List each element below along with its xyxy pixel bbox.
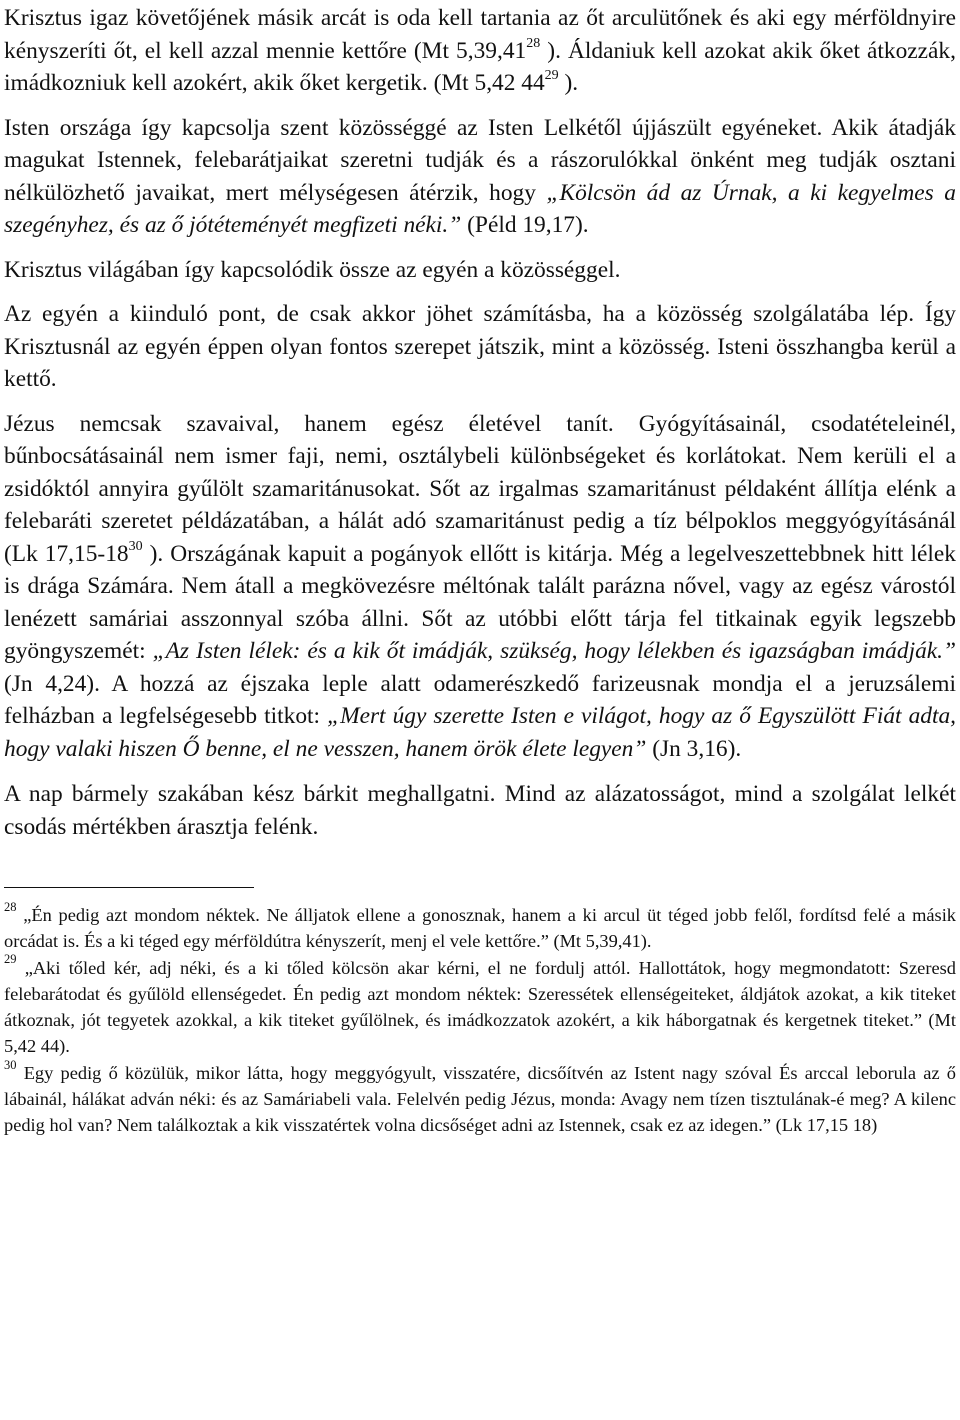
footnote — [4, 899, 956, 955]
body-text — [4, 2, 956, 843]
footnote-text: „Aki tőled kér, adj néki, és a ki tőled kölcsön akar kérni, el ne fordulj attól. Hallottátok, hogy megmondatott: Szeresd felebarátodat és gyűlöld ellenségedet. Én pedig azt mondom néktek: Szeressétek ellenségeiteket, áldjátok azokat, a kik titeket átkoznak, jót tegyetek azokkal, a kik titeket gyűlölnek, és imádkozzatok azokért, a kik háborgatnak és kergetnek titeket.” (Mt 5,42 44). — [4, 957, 956, 1057]
footnote-separator — [4, 887, 254, 888]
paragraph-text: Jézus nemcsak szavaival, hanem egész életével tanít. Gyógyításainál, csodatételeinél, bűnbocsátásainál nem ismer faji, nemi, osztálybeli különbségeket és korlátokat. Nem kerüli el a zsidóktól annyira gyűlölt szamaritánusokat. Sőt az irgalmas szamaritánust példaként állítja elénk a felebaráti szeretet példázatában, a hálát adó szamaritánust pedig a tíz bélpoklos meggyógyításánál (Lk 17,15-18 — [4, 410, 956, 567]
footnote-text: Egy pedig ő közülük, mikor látta, hogy meggyógyult, visszatére, dicsőítvén az Istent nagy szóval És arccal leborula az ő lábainál, hálákat adván néki: és az Samáriabeli vala. Felelvén pedig Jézus, monda: Avagy nem tízen tisztulának-é meg? A kilenc pedig hol van? Nem találkoztak a kik visszatértek volna dicsőséget adni az Istennek, csak ez az idegen.” (Lk 17,15 18) — [4, 1062, 956, 1136]
body-paragraph — [4, 298, 956, 396]
paragraph-text: Krisztus világában így kapcsolódik össze az egyén a közösséggel. — [4, 256, 621, 283]
body-paragraph — [4, 2, 956, 100]
paragraph-text: ). Országának kapuit a pogányok ellőtt is kitárja. Még a legelveszettebbnek hitt lélek is drága Számára. Nem átall a megkövezésre méltónak talált parázna nővel, vagy az egész várostól lenézett samáriai asszonnyal szóba állni. Sőt az utóbbi előtt tárja fel titkainak egyik legszebb gyöngyszemét: — [4, 540, 956, 664]
body-paragraph — [4, 408, 956, 766]
quotation: „Kölcsön ád az Úrnak, a ki kegyelmes a szegényhez, és az ő jótéteményét megfizeti néki.” — [4, 179, 956, 238]
paragraph-text: Krisztus igaz követőjének másik arcát is oda kell tartania az őt arculütőnek és aki egy mérföldnyire kényszeríti őt, el kell azzal mennie kettőre (Mt 5,39,41 — [4, 5, 956, 64]
footnotes — [4, 899, 956, 1139]
paragraph-text: A nap bármely szakában kész bárkit meghallgatni. Mind az alázatosságot, mind a szolgálat lelkét csodás mértékben árasztja felénk. — [4, 781, 956, 840]
footnote-number: 30 — [4, 1057, 17, 1072]
footnote-reference: 28 — [526, 35, 541, 51]
footnote — [4, 952, 956, 1060]
footnote — [4, 1057, 956, 1139]
footnote-text: „Én pedig azt mondom néktek. Ne álljatok ellene a gonosznak, hanem a ki arcul üt téged jobb felől, fordítsd felé a másik orcádat is. És a ki téged egy mérföldútra kényszerít, menj el vele kettőre.” (Mt 5,39,41). — [4, 905, 956, 952]
footnote-reference: 29 — [544, 68, 559, 84]
body-paragraph — [4, 112, 956, 242]
paragraph-text: ). Áldaniuk kell azokat akik őket átkozzák, imádkozniuk kell azokért, akik őket kergetik. (Mt 5,42 44 — [4, 37, 956, 96]
quotation: „Az Isten lélek: és a kik őt imádják, szükség, hogy lélekben és igazságban imádják.” — [152, 638, 957, 664]
paragraph-text: (Péld 19,17). — [461, 212, 589, 238]
footnote-reference: 30 — [128, 538, 143, 554]
paragraph-text: (Jn 4,24). A hozzá az éjszaka leple alatt odamerészkedő farizeusnak mondja el a jeruzsálemi felházban a legfelségesebb titkot: — [4, 670, 956, 729]
footnote-number: 28 — [4, 899, 17, 914]
paragraph-text: Isten országa így kapcsolja szent közösséggé az Isten Lelkétől újjászült egyéneket. Akik átadják magukat Istennek, felebarátjaikat szeretni tudják és a rászorulókkal önként meg tudják osztani nélkülözhető javaikat, mert mélységesen átérzik, hogy — [4, 114, 956, 206]
paragraph-text: ). — [558, 70, 579, 96]
quotation: „Mert úgy szerette Isten e világot, hogy az ő Egyszülött Fiát adta, hogy valaki hiszen Ő benne, el ne vesszen, hanem örök élete legyen” — [4, 703, 956, 762]
footnote-number: 29 — [4, 952, 17, 967]
body-paragraph — [4, 254, 956, 287]
paragraph-text: Az egyén a kiinduló pont, de csak akkor jöhet számításba, ha a közösség szolgálatába lép. Így Krisztusnál az egyén éppen olyan fontos szerepet játszik, mint a közösség. Isteni összhangba kerül a kettő. — [4, 301, 956, 392]
body-paragraph — [4, 778, 956, 843]
document-page — [4, 0, 956, 1139]
paragraph-text: (Jn 3,16). — [646, 735, 742, 762]
